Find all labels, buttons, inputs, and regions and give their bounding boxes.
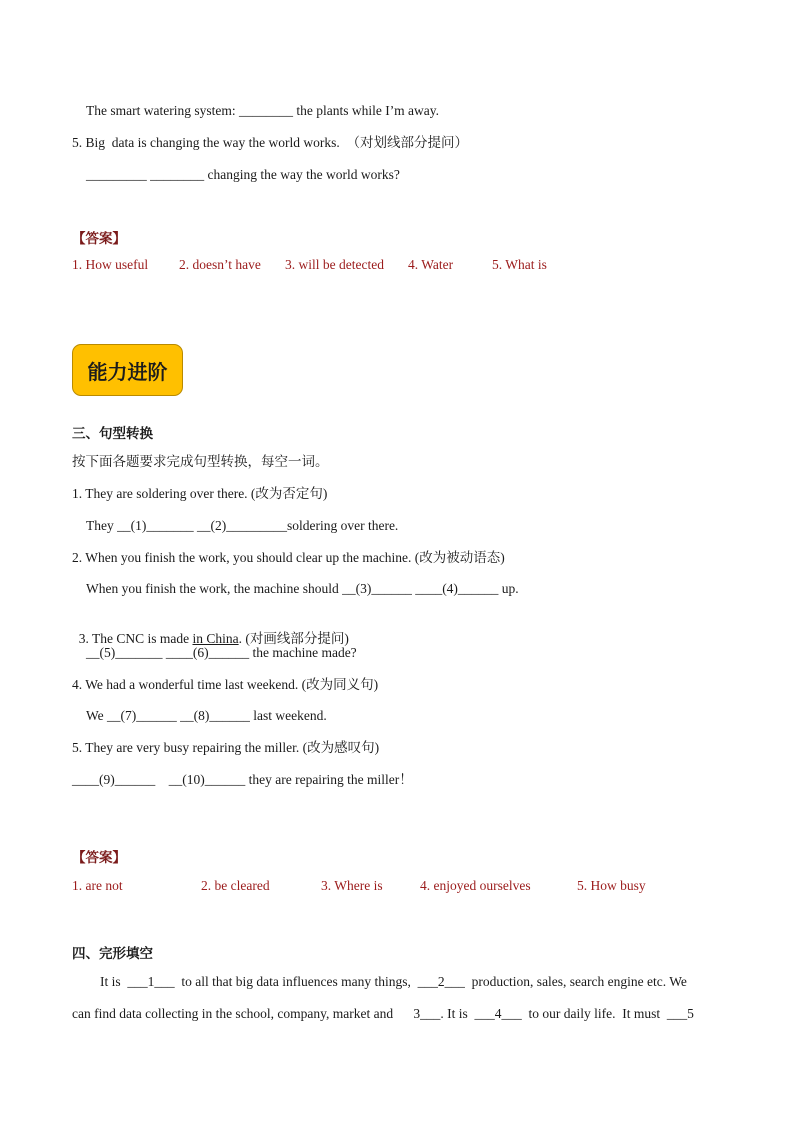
answer-header-2: 【答案】 [72, 850, 126, 865]
s3-question-2-blank: When you finish the work, the machine should __(3)______ ____(4)______ up. [86, 581, 519, 596]
answer-item-2-5: 5. How busy [577, 878, 646, 893]
answer-item-1-1: 1. How useful [72, 257, 149, 272]
section-badge [72, 344, 183, 396]
answer-item-1-3: 3. will be detected [285, 257, 384, 272]
section-4-line-1: It is ___1___ to all that big data influences many things, ___2___ production, sales, search engine etc. We [100, 974, 687, 989]
question-5: 5. Big data is changing the way the world works. （对划线部分提问） [72, 135, 468, 150]
answer-item-1-4: 4. Water [408, 257, 454, 272]
section-4-line-2: can find data collecting in the school, company, market and 3___. It is ___4___ to our daily life. It must ___5 [72, 1006, 694, 1021]
s3-question-1-blank: They __(1)_______ __(2)_________soldering over there. [86, 518, 399, 533]
s3-question-5: 5. They are very busy repairing the miller. (改为感叹句) [72, 740, 380, 755]
s3-question-1: 1. They are soldering over there. (改为否定句) [72, 486, 328, 501]
s3-question-3-blank: __(5)_______ ____(6)______ the machine made? [86, 645, 357, 660]
section-4-title: 四、完形填空 [72, 946, 153, 961]
section-3-title: 三、句型转换 [72, 426, 153, 441]
s3-question-2: 2. When you finish the work, you should clear up the machine. (改为被动语态) [72, 550, 505, 565]
s3-question-3-pre: 3. The CNC is made [78, 631, 193, 646]
s3-question-4: 4. We had a wonderful time last weekend. (改为同义句) [72, 677, 379, 692]
answer-item-1-2: 2. doesn’t have [179, 257, 261, 272]
question-5-blank: _________ ________ changing the way the world works? [86, 167, 400, 182]
line-watering: The smart watering system: ________ the plants while I’m away. [86, 103, 440, 118]
answer-item-1-5: 5. What is [492, 257, 547, 272]
section-badge-label: 能力进阶 [87, 359, 168, 384]
answer-header-1: 【答案】 [72, 231, 126, 246]
answer-item-2-4: 4. enjoyed ourselves [420, 878, 531, 893]
answer-item-2-1: 1. are not [72, 878, 123, 893]
section-3-instruction: 按下面各题要求完成句型转换，每空一词。 [72, 454, 329, 469]
s3-question-3-underlined: in China [192, 631, 239, 646]
answer-item-2-2: 2. be cleared [201, 878, 270, 893]
s3-question-4-blank: We __(7)______ __(8)______ last weekend. [86, 708, 327, 723]
answer-item-2-3: 3. Where is [321, 878, 383, 893]
s3-question-3 [72, 612, 349, 648]
s3-question-5-blank: ____(9)______ __(10)______ they are repairing the miller！ [72, 772, 413, 787]
s3-question-3-post: . (对画线部分提问) [238, 631, 349, 646]
